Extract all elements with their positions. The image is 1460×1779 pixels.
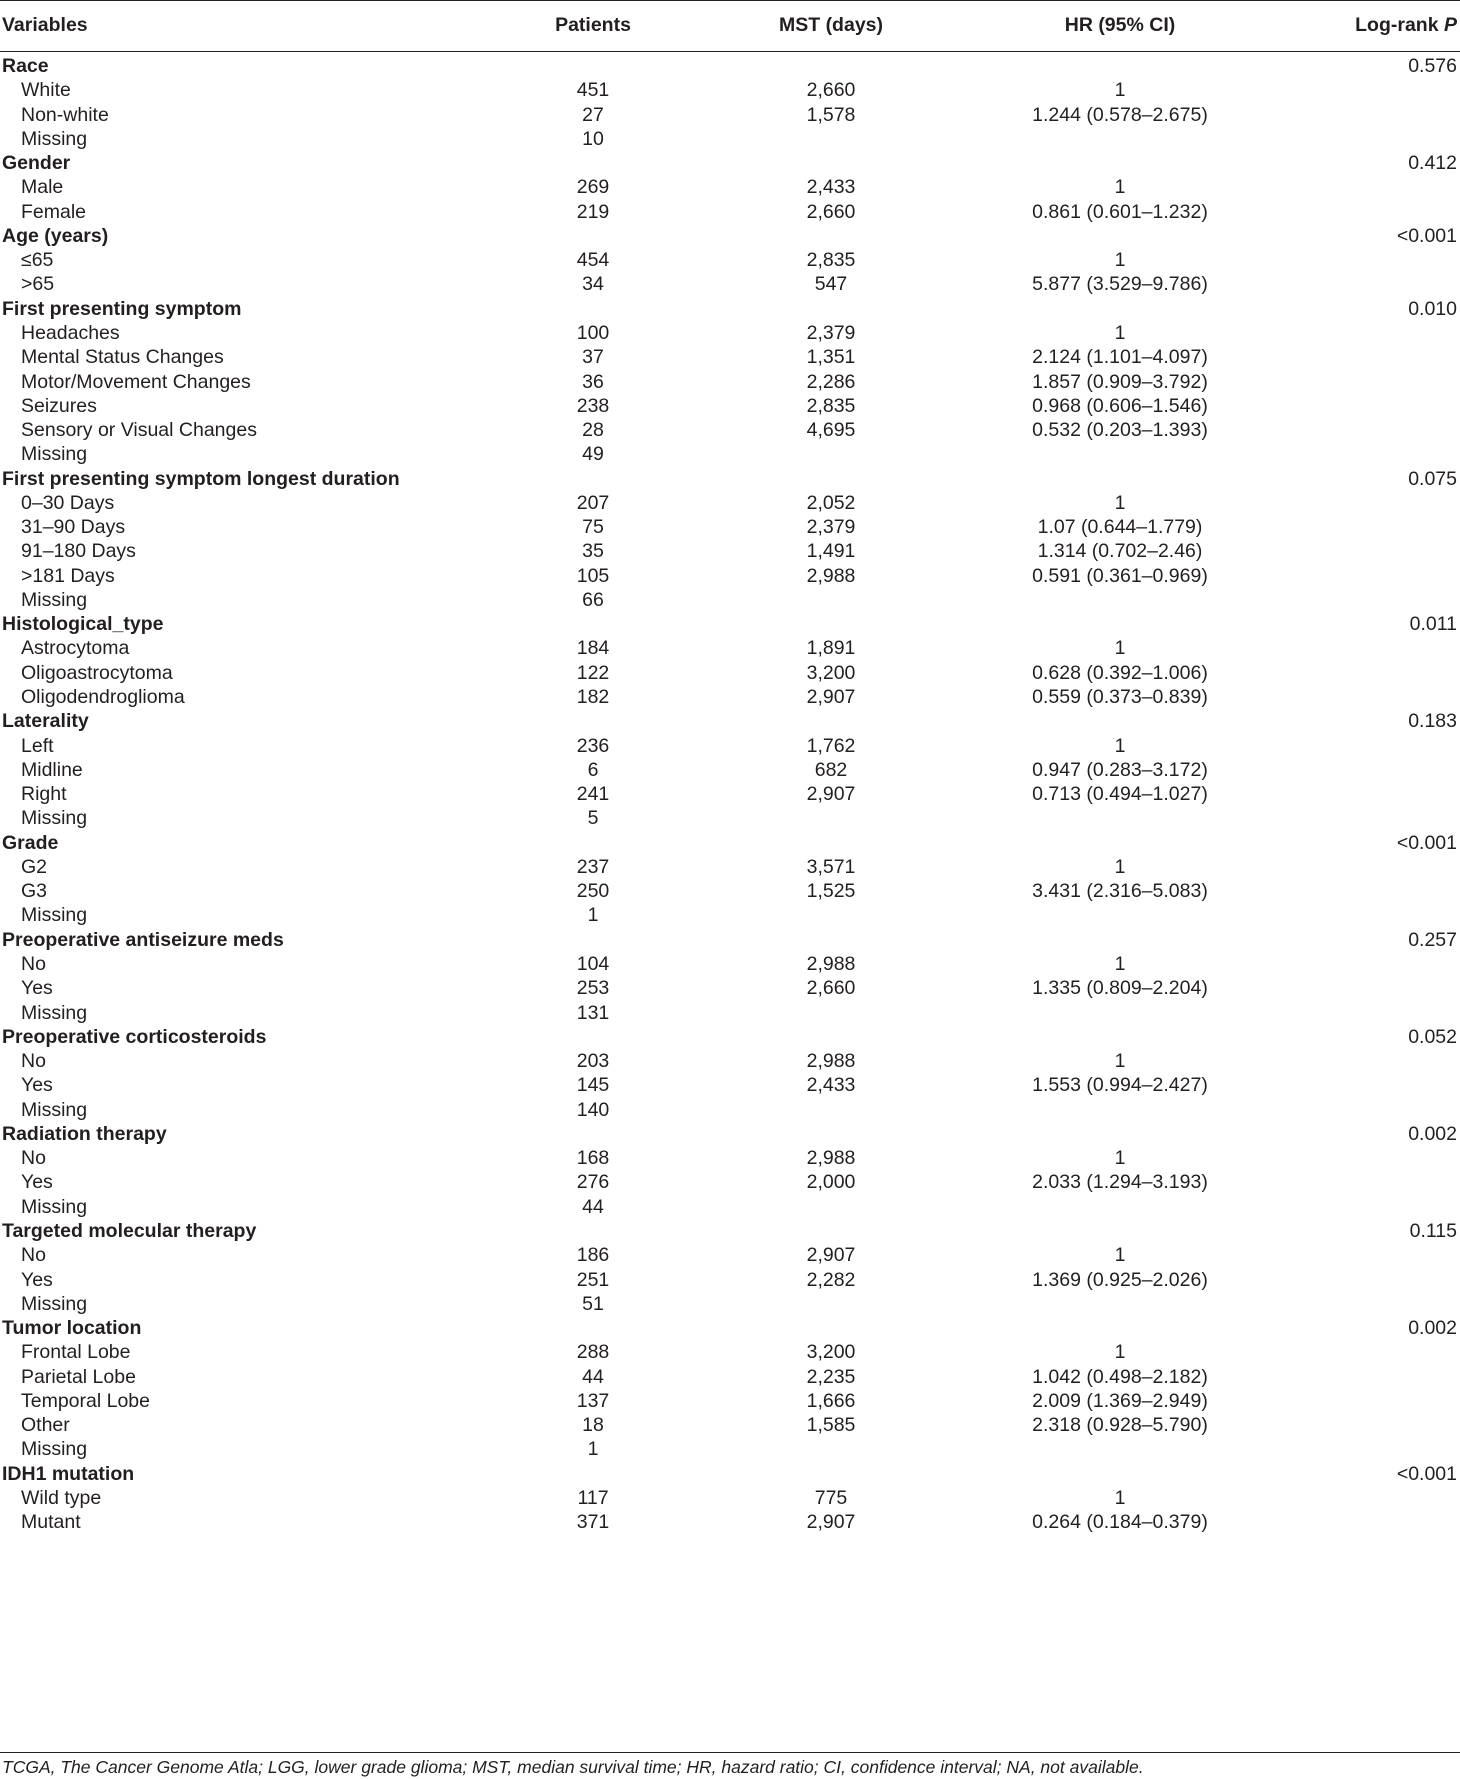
cell-mst: 2,988 bbox=[806, 952, 856, 975]
cell-logrank-p: <0.001 bbox=[1396, 224, 1457, 247]
cell-patients: 100 bbox=[576, 321, 610, 344]
cell-mst: 2,660 bbox=[806, 79, 856, 102]
cell-variable: Laterality bbox=[2, 710, 89, 733]
cell-mst: 2,379 bbox=[806, 321, 856, 344]
header-logrank-p: Log-rank P bbox=[1355, 14, 1457, 36]
cell-logrank-p: 0.412 bbox=[1408, 152, 1457, 175]
cell-hr: 2.124 (1.101–4.097) bbox=[1032, 346, 1208, 369]
cell-variable: Yes bbox=[21, 977, 53, 1000]
cell-patients: 105 bbox=[576, 564, 610, 587]
cell-variable: ≤65 bbox=[21, 249, 54, 272]
cell-mst: 2,433 bbox=[806, 176, 856, 199]
cell-variable: Missing bbox=[21, 443, 88, 466]
cell-variable: Missing bbox=[21, 1001, 88, 1024]
cell-mst: 2,379 bbox=[806, 516, 856, 539]
cell-variable: Oligoastrocytoma bbox=[21, 661, 173, 684]
cell-patients: 1 bbox=[587, 904, 599, 927]
cell-patients: 140 bbox=[576, 1098, 610, 1121]
cell-hr: 1 bbox=[1114, 1050, 1126, 1073]
table-row bbox=[0, 1048, 1460, 1075]
cell-mst: 4,695 bbox=[806, 419, 856, 442]
cell-mst: 1,351 bbox=[806, 346, 856, 369]
table-top-rule bbox=[0, 0, 1460, 1]
cell-patients: 51 bbox=[582, 1292, 604, 1315]
cell-patients: 288 bbox=[576, 1341, 610, 1364]
table-row bbox=[0, 1339, 1460, 1366]
cell-logrank-p: 0.011 bbox=[1409, 613, 1457, 636]
cell-variable: IDH1 mutation bbox=[2, 1462, 135, 1485]
header-mst: MST (days) bbox=[778, 14, 883, 36]
table-row bbox=[0, 441, 1460, 468]
cell-hr: 0.713 (0.494–1.027) bbox=[1032, 783, 1208, 806]
cell-hr: 1 bbox=[1114, 176, 1126, 199]
cell-hr: 1 bbox=[1114, 1244, 1126, 1267]
cell-logrank-p: 0.002 bbox=[1408, 1122, 1457, 1145]
cell-variable: Sensory or Visual Changes bbox=[21, 419, 257, 442]
table-row bbox=[0, 393, 1460, 420]
table-row bbox=[0, 1267, 1460, 1294]
cell-variable: Race bbox=[2, 55, 49, 77]
cell-logrank-p: 0.075 bbox=[1408, 467, 1457, 490]
cell-mst: 2,000 bbox=[806, 1171, 856, 1194]
cell-mst: 2,988 bbox=[806, 564, 856, 587]
cell-mst: 1,762 bbox=[806, 734, 856, 757]
cell-variable: Mental Status Changes bbox=[21, 346, 224, 369]
group-row bbox=[0, 611, 1460, 638]
cell-hr: 1.369 (0.925–2.026) bbox=[1032, 1268, 1208, 1291]
cell-patients: 36 bbox=[582, 370, 604, 393]
cell-variable: Yes bbox=[21, 1171, 53, 1194]
cell-variable: Seizures bbox=[21, 394, 97, 417]
table-bottom-rule bbox=[0, 1752, 1460, 1753]
cell-patients: 250 bbox=[576, 880, 610, 903]
cell-mst: 3,571 bbox=[806, 855, 856, 878]
cell-mst: 682 bbox=[814, 758, 848, 781]
cell-variable: G2 bbox=[21, 855, 48, 878]
cell-variable: No bbox=[21, 1244, 46, 1267]
group-row bbox=[0, 1024, 1460, 1051]
cell-patients: 10 bbox=[582, 127, 604, 150]
group-row bbox=[0, 1315, 1460, 1342]
cell-patients: 371 bbox=[576, 1511, 610, 1534]
cell-variable: 91–180 Days bbox=[21, 540, 136, 563]
table-row bbox=[0, 1388, 1460, 1415]
table-row bbox=[0, 1145, 1460, 1172]
cell-mst: 1,891 bbox=[806, 637, 856, 660]
cell-patients: 44 bbox=[582, 1195, 604, 1218]
cell-variable: Left bbox=[21, 734, 54, 757]
group-row bbox=[0, 1461, 1460, 1488]
table-row bbox=[0, 417, 1460, 444]
cell-variable: >181 Days bbox=[21, 564, 115, 587]
cell-patients: 219 bbox=[576, 200, 610, 223]
cell-variable: Missing bbox=[21, 1292, 88, 1315]
cell-variable: No bbox=[21, 1050, 46, 1073]
cell-hr: 2.318 (0.928–5.790) bbox=[1032, 1414, 1208, 1437]
header-rule bbox=[0, 51, 1460, 52]
table-row bbox=[0, 902, 1460, 929]
cell-mst: 2,988 bbox=[806, 1050, 856, 1073]
cell-hr: 1 bbox=[1114, 1147, 1126, 1170]
cell-hr: 2.009 (1.369–2.949) bbox=[1032, 1389, 1208, 1412]
cell-patients: 122 bbox=[576, 661, 610, 684]
cell-patients: 184 bbox=[576, 637, 610, 660]
cell-mst: 1,525 bbox=[806, 880, 856, 903]
table-row bbox=[0, 878, 1460, 905]
table-row bbox=[0, 563, 1460, 590]
cell-mst: 2,286 bbox=[806, 370, 856, 393]
cell-variable: Parietal Lobe bbox=[21, 1365, 136, 1388]
table-row bbox=[0, 1242, 1460, 1269]
cell-variable: 31–90 Days bbox=[21, 516, 126, 539]
cell-patients: 137 bbox=[576, 1389, 610, 1412]
cell-mst: 2,907 bbox=[806, 1244, 856, 1267]
table-row bbox=[0, 1436, 1460, 1463]
cell-patients: 451 bbox=[576, 79, 610, 102]
cell-mst: 2,835 bbox=[806, 394, 856, 417]
cell-patients: 18 bbox=[582, 1414, 604, 1437]
cell-mst: 2,988 bbox=[806, 1147, 856, 1170]
cell-hr: 0.861 (0.601–1.232) bbox=[1032, 200, 1208, 223]
cell-variable: Other bbox=[21, 1414, 70, 1437]
table-row bbox=[0, 490, 1460, 517]
cell-variable: Missing bbox=[21, 588, 88, 611]
cell-patients: 186 bbox=[576, 1244, 610, 1267]
cell-variable: Astrocytoma bbox=[21, 637, 130, 660]
cell-variable: Temporal Lobe bbox=[21, 1389, 150, 1412]
table-row bbox=[0, 1291, 1460, 1318]
cell-variable: 0–30 Days bbox=[21, 491, 115, 514]
header-hr: HR (95% CI) bbox=[1064, 14, 1176, 36]
cell-mst: 3,200 bbox=[806, 1341, 856, 1364]
cell-variable: Age (years) bbox=[2, 224, 109, 247]
table-row bbox=[0, 247, 1460, 274]
cell-patients: 1 bbox=[587, 1438, 599, 1461]
header-patients: Patients bbox=[555, 14, 631, 36]
cell-mst: 547 bbox=[814, 273, 848, 296]
cell-variable: Missing bbox=[21, 1195, 88, 1218]
table-row bbox=[0, 538, 1460, 565]
cell-logrank-p: <0.001 bbox=[1396, 831, 1457, 854]
cell-variable: Grade bbox=[2, 831, 59, 854]
cell-logrank-p: 0.002 bbox=[1408, 1317, 1457, 1340]
cell-variable: Oligodendroglioma bbox=[21, 686, 185, 709]
cell-logrank-p: 0.052 bbox=[1408, 1025, 1457, 1048]
cell-logrank-p: 0.576 bbox=[1408, 55, 1457, 77]
cell-hr: 1 bbox=[1114, 321, 1126, 344]
cell-patients: 203 bbox=[576, 1050, 610, 1073]
group-row bbox=[0, 223, 1460, 250]
cell-patients: 241 bbox=[576, 783, 610, 806]
cell-patients: 276 bbox=[576, 1171, 610, 1194]
table-row bbox=[0, 369, 1460, 396]
cell-patients: 49 bbox=[582, 443, 604, 466]
table-footnote: TCGA, The Cancer Genome Atla; LGG, lower grade glioma; MST, median survival time; HR, hazard ratio; CI, confidence interval; NA, not available. bbox=[2, 1757, 1144, 1777]
cell-variable: Non-white bbox=[21, 103, 109, 126]
cell-variable: >65 bbox=[21, 273, 55, 296]
cell-variable: No bbox=[21, 1147, 46, 1170]
cell-hr: 1 bbox=[1114, 637, 1126, 660]
cell-mst: 2,282 bbox=[806, 1268, 856, 1291]
cell-hr: 0.947 (0.283–3.172) bbox=[1032, 758, 1208, 781]
cell-mst: 1,585 bbox=[806, 1414, 856, 1437]
cell-variable: Motor/Movement Changes bbox=[21, 370, 251, 393]
table-row bbox=[0, 1194, 1460, 1221]
cell-patients: 269 bbox=[576, 176, 610, 199]
cell-variable: Radiation therapy bbox=[2, 1122, 167, 1145]
table-row bbox=[0, 1169, 1460, 1196]
cell-variable: No bbox=[21, 952, 46, 975]
cell-mst: 2,907 bbox=[806, 1511, 856, 1534]
cell-variable: Preoperative corticosteroids bbox=[2, 1025, 267, 1048]
cell-variable: Missing bbox=[21, 1098, 88, 1121]
cell-mst: 2,052 bbox=[806, 491, 856, 514]
cell-patients: 251 bbox=[576, 1268, 610, 1291]
table-row bbox=[0, 1000, 1460, 1027]
cell-hr: 0.591 (0.361–0.969) bbox=[1032, 564, 1208, 587]
table-row bbox=[0, 199, 1460, 226]
table-row bbox=[0, 344, 1460, 371]
cell-hr: 1.07 (0.644–1.779) bbox=[1037, 516, 1203, 539]
cell-hr: 1 bbox=[1114, 734, 1126, 757]
table-row bbox=[0, 1097, 1460, 1124]
cell-mst: 2,907 bbox=[806, 783, 856, 806]
cell-hr: 1.244 (0.578–2.675) bbox=[1032, 103, 1208, 126]
cell-patients: 145 bbox=[576, 1074, 610, 1097]
table-row bbox=[0, 1072, 1460, 1099]
cell-mst: 1,666 bbox=[806, 1389, 856, 1412]
cell-variable: White bbox=[21, 79, 71, 102]
table-row bbox=[0, 1364, 1460, 1391]
cell-hr: 1 bbox=[1114, 1341, 1126, 1364]
cell-logrank-p: 0.257 bbox=[1408, 928, 1457, 951]
cell-mst: 2,660 bbox=[806, 200, 856, 223]
cell-variable: Missing bbox=[21, 807, 88, 830]
group-row bbox=[0, 1218, 1460, 1245]
group-row bbox=[0, 708, 1460, 735]
table-row bbox=[0, 271, 1460, 298]
cell-variable: Missing bbox=[21, 1438, 88, 1461]
cell-hr: 1 bbox=[1114, 855, 1126, 878]
cell-hr: 1.553 (0.994–2.427) bbox=[1032, 1074, 1208, 1097]
cell-variable: G3 bbox=[21, 880, 48, 903]
cell-logrank-p: 0.183 bbox=[1408, 710, 1457, 733]
cell-variable: Tumor location bbox=[2, 1317, 142, 1340]
table-row bbox=[0, 805, 1460, 832]
cell-hr: 2.033 (1.294–3.193) bbox=[1032, 1171, 1208, 1194]
cell-variable: Histological_type bbox=[2, 613, 164, 636]
cell-patients: 44 bbox=[582, 1365, 604, 1388]
cell-patients: 6 bbox=[587, 758, 599, 781]
cell-variable: Wild type bbox=[21, 1486, 102, 1509]
cell-patients: 37 bbox=[582, 346, 604, 369]
cell-variable: Preoperative antiseizure meds bbox=[2, 928, 284, 951]
cell-patients: 117 bbox=[577, 1486, 609, 1509]
cell-patients: 236 bbox=[576, 734, 610, 757]
group-row bbox=[0, 1121, 1460, 1148]
cell-logrank-p: 0.010 bbox=[1408, 297, 1457, 320]
group-row bbox=[0, 296, 1460, 323]
cell-patients: 75 bbox=[582, 516, 604, 539]
table-row bbox=[0, 733, 1460, 760]
cell-hr: 1 bbox=[1114, 491, 1126, 514]
table-row bbox=[0, 102, 1460, 129]
cell-hr: 3.431 (2.316–5.083) bbox=[1032, 880, 1208, 903]
cell-patients: 104 bbox=[576, 952, 610, 975]
cell-variable: First presenting symptom longest duration bbox=[2, 467, 400, 490]
table-row bbox=[0, 77, 1460, 104]
group-row bbox=[0, 927, 1460, 954]
cell-variable: Missing bbox=[21, 127, 88, 150]
cell-patients: 28 bbox=[582, 419, 604, 442]
cell-hr: 1.042 (0.498–2.182) bbox=[1032, 1365, 1208, 1388]
cell-patients: 35 bbox=[582, 540, 604, 563]
table-row bbox=[0, 174, 1460, 201]
cell-hr: 1 bbox=[1114, 952, 1126, 975]
table-row bbox=[0, 1412, 1460, 1439]
cell-hr: 0.968 (0.606–1.546) bbox=[1032, 394, 1208, 417]
cell-hr: 1.314 (0.702–2.46) bbox=[1037, 540, 1203, 563]
cell-mst: 2,433 bbox=[806, 1074, 856, 1097]
table-row bbox=[0, 1485, 1460, 1512]
cell-variable: First presenting symptom bbox=[2, 297, 242, 320]
cell-hr: 1 bbox=[1114, 249, 1126, 272]
table-row bbox=[0, 684, 1460, 711]
table-row bbox=[0, 757, 1460, 784]
cell-variable: Female bbox=[21, 200, 87, 223]
cell-variable: Missing bbox=[21, 904, 88, 927]
cell-variable: Targeted molecular therapy bbox=[2, 1219, 257, 1242]
cell-patients: 182 bbox=[576, 686, 610, 709]
cell-patients: 131 bbox=[576, 1001, 610, 1024]
cell-mst: 1,491 bbox=[806, 540, 856, 563]
cell-mst: 2,235 bbox=[806, 1365, 856, 1388]
table-row bbox=[0, 975, 1460, 1002]
group-row bbox=[0, 150, 1460, 177]
cell-variable: Male bbox=[21, 176, 64, 199]
cell-mst: 2,907 bbox=[806, 686, 856, 709]
cell-logrank-p: 0.115 bbox=[1409, 1219, 1457, 1242]
cell-hr: 0.532 (0.203–1.393) bbox=[1032, 419, 1208, 442]
table-row bbox=[0, 781, 1460, 808]
table-row bbox=[0, 514, 1460, 541]
table-row bbox=[0, 951, 1460, 978]
cell-mst: 2,835 bbox=[806, 249, 856, 272]
cell-mst: 775 bbox=[814, 1486, 848, 1509]
cell-hr: 0.628 (0.392–1.006) bbox=[1032, 661, 1208, 684]
cell-variable: Headaches bbox=[21, 321, 120, 344]
table-row bbox=[0, 635, 1460, 662]
cell-variable: Mutant bbox=[21, 1511, 81, 1534]
cell-variable: Frontal Lobe bbox=[21, 1341, 131, 1364]
cell-patients: 237 bbox=[576, 855, 610, 878]
table-row bbox=[0, 854, 1460, 881]
cell-patients: 454 bbox=[576, 249, 610, 272]
cell-patients: 27 bbox=[582, 103, 604, 126]
cell-patients: 66 bbox=[582, 588, 604, 611]
cell-mst: 1,578 bbox=[806, 103, 856, 126]
group-row bbox=[0, 466, 1460, 493]
table-row bbox=[0, 1509, 1460, 1536]
table-row bbox=[0, 660, 1460, 687]
group-row bbox=[0, 830, 1460, 857]
cell-hr: 0.264 (0.184–0.379) bbox=[1032, 1511, 1208, 1534]
table-row bbox=[0, 320, 1460, 347]
table-row bbox=[0, 587, 1460, 614]
cell-mst: 3,200 bbox=[806, 661, 856, 684]
cell-hr: 1 bbox=[1114, 1486, 1126, 1509]
cell-hr: 1.857 (0.909–3.792) bbox=[1032, 370, 1208, 393]
cell-patients: 238 bbox=[576, 394, 610, 417]
cell-logrank-p: <0.001 bbox=[1396, 1462, 1457, 1485]
cell-variable: Right bbox=[21, 783, 67, 806]
table-header-row bbox=[0, 12, 1460, 39]
cell-hr: 1.335 (0.809–2.204) bbox=[1032, 977, 1208, 1000]
cell-hr: 0.559 (0.373–0.839) bbox=[1032, 686, 1208, 709]
cell-hr: 1 bbox=[1114, 79, 1126, 102]
table-row bbox=[0, 126, 1460, 153]
cell-patients: 34 bbox=[582, 273, 604, 296]
cell-variable: Yes bbox=[21, 1268, 53, 1291]
cell-variable: Midline bbox=[21, 758, 83, 781]
cell-patients: 5 bbox=[587, 807, 599, 830]
cell-variable: Yes bbox=[21, 1074, 53, 1097]
group-row bbox=[0, 53, 1460, 80]
header-variables: Variables bbox=[2, 14, 88, 36]
cell-variable: Gender bbox=[2, 152, 71, 175]
cell-mst: 2,660 bbox=[806, 977, 856, 1000]
cell-patients: 253 bbox=[576, 977, 610, 1000]
cell-hr: 5.877 (3.529–9.786) bbox=[1032, 273, 1208, 296]
cell-patients: 207 bbox=[576, 491, 610, 514]
cell-patients: 168 bbox=[576, 1147, 610, 1170]
